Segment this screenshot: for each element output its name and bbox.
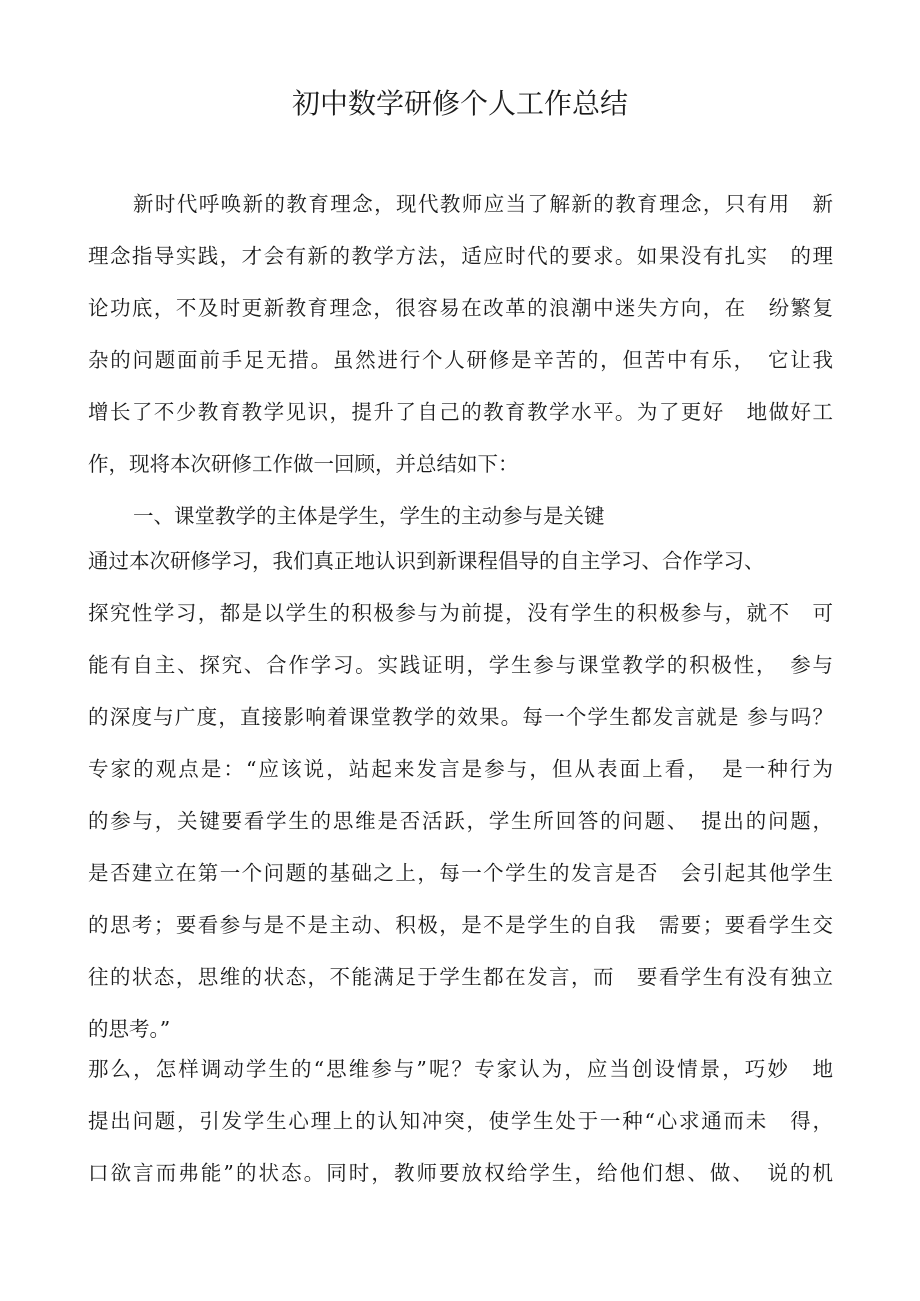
paragraph-line: 那么，怎样调动学生的“思维参与”呢？专家认为，应当创设情景，巧妙 地: [88, 1057, 833, 1081]
paragraph-line: 的思考；要看参与是不是主动、积极，是不是学生的自我 需要；要看学生交: [88, 913, 833, 937]
paragraph-line: 专家的观点是：“应该说，站起来发言是参与，但从表面上看， 是一种行为: [88, 757, 833, 781]
paragraph-line: 论功底，不及时更新教育理念，很容易在改革的浪潮中迷失方向，在 纷繁复: [88, 296, 833, 320]
paragraph-line: 通过本次研修学习，我们真正地认识到新课程倡导的自主学习、合作学习、: [88, 549, 765, 573]
paragraph-line: 是否建立在第一个问题的基础之上，每一个学生的发言是否 会引起其他学生: [88, 861, 833, 885]
paragraph-line: 理念指导实践，才会有新的教学方法，适应时代的要求。如果没有扎实 的理: [88, 244, 833, 268]
paragraph-line: 能有自主、探究、合作学习。实践证明，学生参与课堂教学的积极性， 参与: [88, 653, 833, 677]
paragraph-2: [88, 535, 833, 1055]
paragraph-line: 往的状态，思维的状态，不能满足于学生都在发言，而 要看学生有没有独立: [88, 965, 833, 989]
paragraph-1: [88, 178, 833, 490]
paragraph-3: [88, 1043, 833, 1199]
paragraph-line: 杂的问题面前手足无措。虽然进行个人研修是辛苦的，但苦中有乐， 它让我: [88, 348, 833, 372]
paragraph-line: 的深度与广度，直接影响着课堂教学的效果。每一个学生都发言就是 参与吗？: [88, 705, 833, 729]
paragraph-line: 探究性学习，都是以学生的积极参与为前提，没有学生的积极参与，就不 可: [88, 601, 833, 625]
section-heading: 一、课堂教学的主体是学生，学生的主动参与是关键: [133, 504, 605, 528]
paragraph-line: 新时代呼唤新的教育理念，现代教师应当了解新的教育理念，只有用 新: [133, 192, 833, 216]
paragraph-line: 口欲言而弗能”的状态。同时，教师要放权给学生，给他们想、做、 说的机: [88, 1161, 833, 1185]
paragraph-line: 作，现将本次研修工作做一回顾，并总结如下：: [88, 452, 519, 476]
paragraph-line: 增长了不少教育教学见识，提升了自己的教育教学水平。为了更好 地做好工: [88, 400, 833, 424]
paragraph-line: 的思考。”: [88, 1017, 171, 1041]
paragraph-line: 提出问题，引发学生心理上的认知冲突，使学生处于一种“心求通而未 得，: [88, 1109, 833, 1133]
paragraph-line: 的参与，关键要看学生的思维是否活跃，学生所回答的问题、 提出的问题，: [88, 809, 833, 833]
document-title: 初中数学研修个人工作总结: [291, 87, 628, 120]
